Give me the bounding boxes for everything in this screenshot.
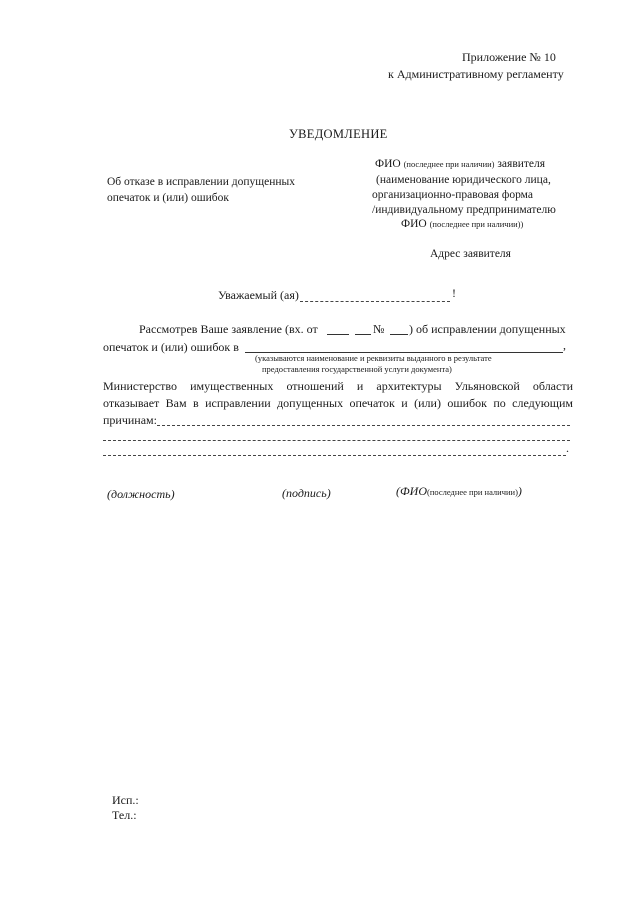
subject-line-1: Об отказе в исправлении допущенных: [107, 176, 295, 188]
signature-fio: [396, 484, 522, 499]
number-field-line: [390, 334, 408, 335]
recipient-line-4: /индивидуальному предпринимателю: [372, 204, 556, 216]
applicant-address: Адрес заявителя: [430, 248, 511, 260]
paragraph1-start: Рассмотрев Ваше заявление (вх. от: [139, 322, 318, 336]
subject-line-2: опечаток и (или) ошибок: [107, 192, 229, 204]
recipient-line-3: организационно-правовая форма: [372, 189, 533, 201]
recipient-line-5: [401, 218, 523, 230]
recipient-fio-tail: заявителя: [494, 158, 546, 170]
date-field-line: [327, 334, 349, 335]
regulation-reference: к Административному регламенту: [388, 67, 564, 81]
recipient-line-2: (наименование юридического лица,: [376, 174, 551, 186]
signature-fio-label: (ФИО: [396, 484, 427, 498]
phone-label: Тел.:: [112, 808, 137, 822]
paragraph2-line3: причинам:: [103, 413, 157, 427]
recipient-fio-label: ФИО: [375, 158, 404, 170]
reasons-line-3: [103, 455, 566, 456]
signature-fio-close: ): [517, 484, 522, 498]
reasons-line-2: [103, 440, 570, 441]
document-title: УВЕДОМЛЕНИЕ: [289, 127, 388, 141]
recipient-fio2-label: ФИО: [401, 218, 430, 230]
paragraph2-line1: Министерство имущественных отношений и архитектуры Ульяновской области: [103, 379, 573, 393]
recipient-line-1: [375, 158, 545, 170]
signature-sign: (подпись): [282, 486, 331, 500]
number-sign: №: [373, 322, 385, 336]
signature-fio-note: (последнее при наличии): [426, 487, 518, 497]
hint-line-1: (указываются наименование и реквизиты выданного в результате: [255, 353, 492, 363]
salutation-exclamation: !: [452, 286, 456, 300]
reasons-period: .: [566, 441, 569, 455]
executor-label: Исп.:: [112, 793, 139, 807]
salutation: Уважаемый (ая): [218, 288, 299, 302]
recipient-fio-note: (последнее при наличии): [403, 159, 495, 169]
appendix-number: Приложение № 10: [462, 50, 556, 64]
salutation-name-line: [300, 301, 450, 302]
reasons-line-1: [157, 425, 570, 426]
recipient-fio2-note: (последнее при наличии)): [429, 219, 524, 229]
paragraph1-line2: опечаток и (или) ошибок в: [103, 340, 239, 354]
hint-line-2: предоставления государственной услуги документа): [262, 364, 452, 374]
paragraph2-line2: отказывает Вам в исправлении допущенных опечаток и (или) ошибок по следующим: [103, 396, 573, 410]
paragraph1-comma: ,: [563, 338, 566, 352]
date-field-line-2: [355, 334, 371, 335]
signature-position: (должность): [107, 487, 175, 501]
paragraph1-end: ) об исправлении допущенных: [409, 322, 566, 336]
